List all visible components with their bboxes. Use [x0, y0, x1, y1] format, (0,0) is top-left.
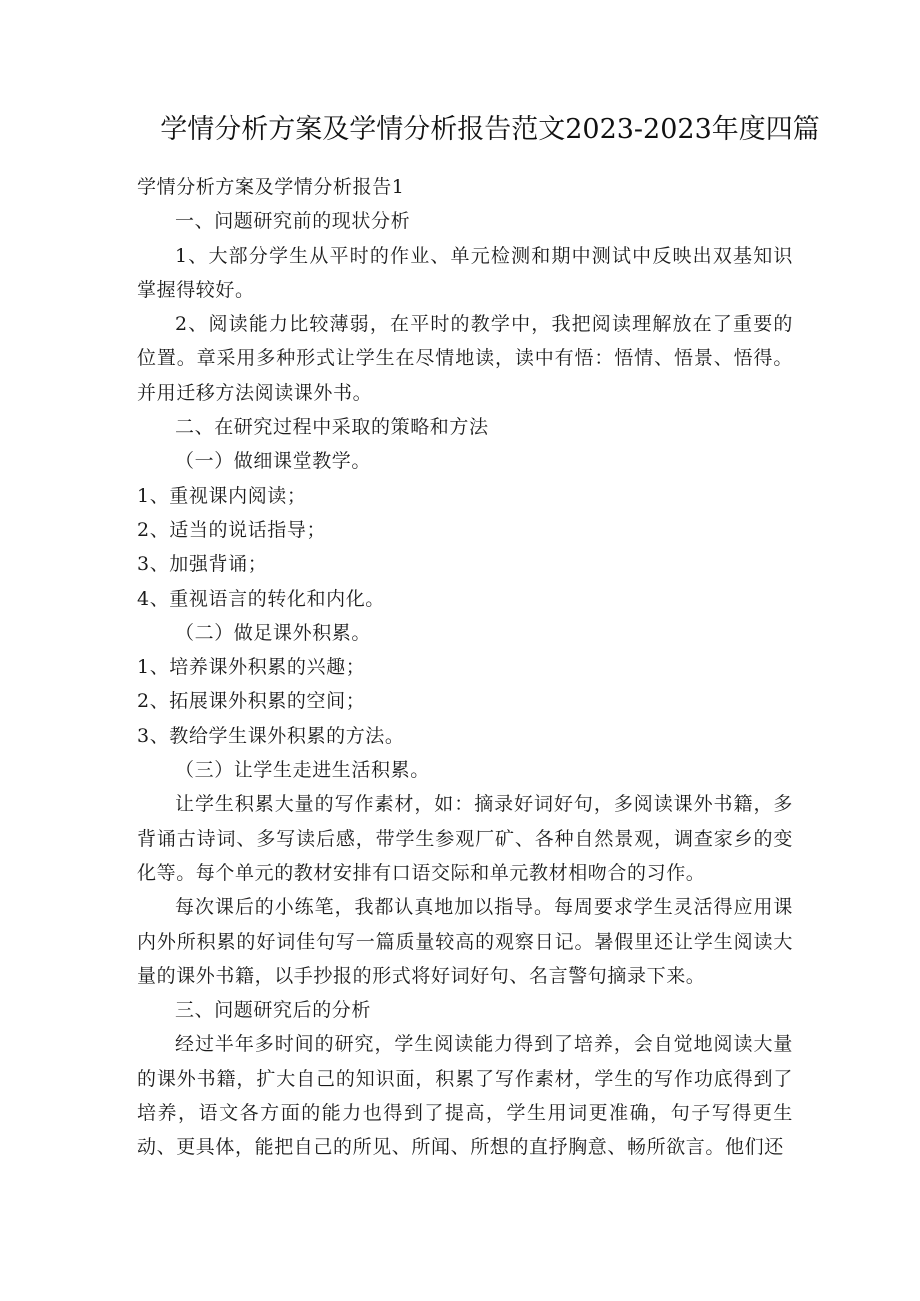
paragraph: 2、拓展课外积累的空间； [137, 690, 366, 713]
paragraph: 4、重视语言的转化和内化。 [137, 587, 385, 610]
paragraph: 1、大部分学生从平时的作业、单元检测和期中测试中反映出双基知识掌握得较好。 [137, 244, 793, 301]
document-body [137, 170, 793, 1165]
paragraph: 三、问题研究后的分析 [175, 999, 372, 1022]
paragraph: 二、在研究过程中采取的策略和方法 [175, 416, 489, 439]
paragraph: 经过半年多时间的研究，学生阅读能力得到了培养，会自觉地阅读大量的课外书籍，扩大自己的知识面，积累了写作素材，学生的写作功底得到了培养，语文各方面的能力也得到了提高，学生用词更准确，句子写得更生动、更具体，能把自己的所见、所闻、所想的直抒胸意、畅所欲言。他们还 [137, 1033, 793, 1159]
paragraph: 1、培养课外积累的兴趣； [137, 656, 366, 679]
paragraph: 让学生积累大量的写作素材，如：摘录好词好句，多阅读课外书籍，多背诵古诗词、多写读后感，带学生参观厂矿、各种自然景观，调查家乡的变化等。每个单元的教材安排有口语交际和单元教材相吻合的习作。 [137, 793, 793, 884]
paragraph: 3、加强背诵； [137, 553, 268, 576]
paragraph: （二）做足课外积累。 [175, 621, 372, 644]
paragraph: 学情分析方案及学情分析报告1 [137, 176, 405, 198]
paragraph: 每次课后的小练笔，我都认真地加以指导。每周要求学生灵活得应用课内外所积累的好词佳句写一篇质量较高的观察日记。暑假里还让学生阅读大量的课外书籍，以手抄报的形式将好词好句、名言警句摘录下来。 [137, 896, 793, 987]
paragraph: 一、问题研究前的现状分析 [175, 210, 411, 233]
paragraph: 1、重视课内阅读； [137, 484, 307, 507]
paragraph: （三）让学生走进生活积累。 [175, 759, 430, 782]
paragraph: 2、阅读能力比较薄弱，在平时的教学中，我把阅读理解放在了重要的位置。章采用多种形式让学生在尽情地读，读中有悟：悟情、悟景、悟得。并用迁移方法阅读课外书。 [137, 313, 793, 404]
paragraph: 2、适当的说话指导； [137, 518, 327, 541]
paragraph: 3、教给学生课外积累的方法。 [137, 724, 405, 747]
document-title: 学情分析方案及学情分析报告范文2023-2023年度四篇 [160, 114, 820, 145]
paragraph: （一）做细课堂教学。 [175, 450, 372, 473]
